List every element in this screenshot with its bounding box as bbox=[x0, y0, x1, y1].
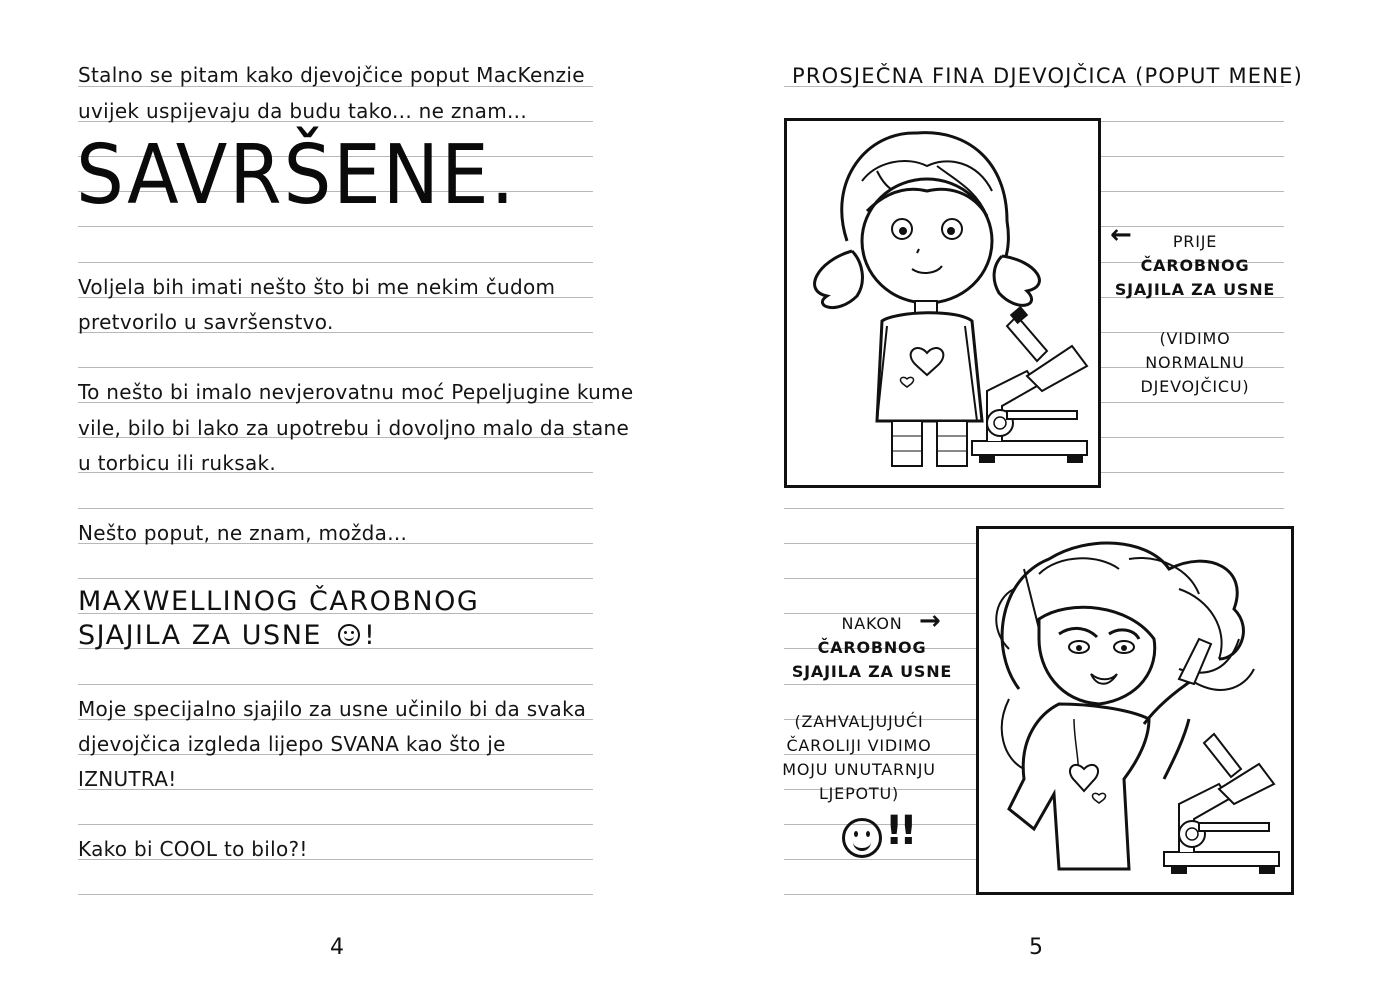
before-note-line-2: NORMALNU bbox=[1145, 353, 1245, 372]
paragraph-1-line-1: Voljela bih imati nešto što bi me nekim čudom bbox=[78, 275, 556, 299]
paragraph-5-line-1: Kako bi COOL to bilo?! bbox=[78, 837, 308, 861]
paragraph-4-line-3: IZNUTRA! bbox=[78, 767, 177, 791]
paragraph-2-line-1: To nešto bi imalo nevjerovatnu moć Pepeljugine kume bbox=[78, 380, 634, 404]
page-title: PROSJEČNA FINA DJEVOJČICA (POPUT MENE) bbox=[792, 64, 1304, 88]
page-number-right: 5 bbox=[1029, 935, 1043, 960]
exclamation-marks: !! bbox=[885, 808, 914, 854]
paragraph-4-line-1: Moje specijalno sjajilo za usne učinilo bi da svaka bbox=[78, 697, 587, 721]
product-line-1: MAXWELLINOG ČAROBNOG bbox=[78, 586, 480, 617]
girl-before-illustration bbox=[787, 121, 1098, 485]
after-note-line-2: ČAROLIJI VIDIMO bbox=[786, 736, 932, 755]
after-caption-line-2: ČAROBNOG bbox=[817, 638, 927, 657]
paragraph-3-line-1: Nešto poput, ne znam, možda... bbox=[78, 521, 408, 545]
before-caption-line-2: ČAROBNOG bbox=[1140, 256, 1250, 275]
arrow-right-icon: → bbox=[919, 606, 941, 636]
before-caption-line-1: PRIJE bbox=[1172, 232, 1218, 251]
product-line-2 bbox=[78, 620, 376, 651]
left-page bbox=[0, 0, 687, 1000]
after-illustration-frame bbox=[976, 526, 1294, 895]
big-word-heading: SAVRŠENE. bbox=[76, 128, 517, 223]
intro-line-1: Stalno se pitam kako djevojčice poput MacKenzie bbox=[78, 63, 585, 87]
girl-after-illustration bbox=[979, 529, 1291, 892]
before-note bbox=[1110, 327, 1280, 399]
paragraph-4-line-2: djevojčica izgleda lijepo SVANA kao što je bbox=[78, 732, 506, 756]
before-caption bbox=[1110, 230, 1280, 302]
paragraph-1-line-2: pretvorilo u savršenstvo. bbox=[78, 310, 334, 334]
before-illustration-frame bbox=[784, 118, 1101, 488]
product-line-2-text: SJAJILA ZA USNE bbox=[78, 620, 322, 651]
intro-line-2: uvijek uspijevaju da budu tako... ne znam... bbox=[78, 99, 527, 123]
paragraph-2-line-2: vile, bilo bi lako za upotrebu i dovoljno malo da stane bbox=[78, 416, 630, 440]
before-note-line-1: (VIDIMO bbox=[1159, 329, 1231, 348]
paragraph-2-line-3: u torbicu ili ruksak. bbox=[78, 451, 277, 475]
after-caption-line-1: NAKON bbox=[841, 614, 903, 633]
product-bang: ! bbox=[363, 620, 377, 651]
after-note-line-3: MOJU UNUTARNJU bbox=[782, 760, 936, 779]
after-caption-line-3: SJAJILA ZA USNE bbox=[791, 662, 953, 681]
arrow-left-icon: ← bbox=[1110, 220, 1132, 250]
before-caption-line-3: SJAJILA ZA USNE bbox=[1114, 280, 1276, 299]
after-note-line-1: (ZAHVALJUJUĆI bbox=[794, 712, 924, 731]
after-note-line-4: LJEPOTU) bbox=[818, 784, 900, 803]
after-note bbox=[779, 710, 939, 806]
page-number-left: 4 bbox=[330, 935, 344, 960]
smiley-icon bbox=[338, 624, 360, 646]
right-page bbox=[687, 0, 1375, 1000]
before-note-line-3: DJEVOJČICU) bbox=[1140, 377, 1250, 396]
big-smiley-icon bbox=[842, 818, 882, 858]
